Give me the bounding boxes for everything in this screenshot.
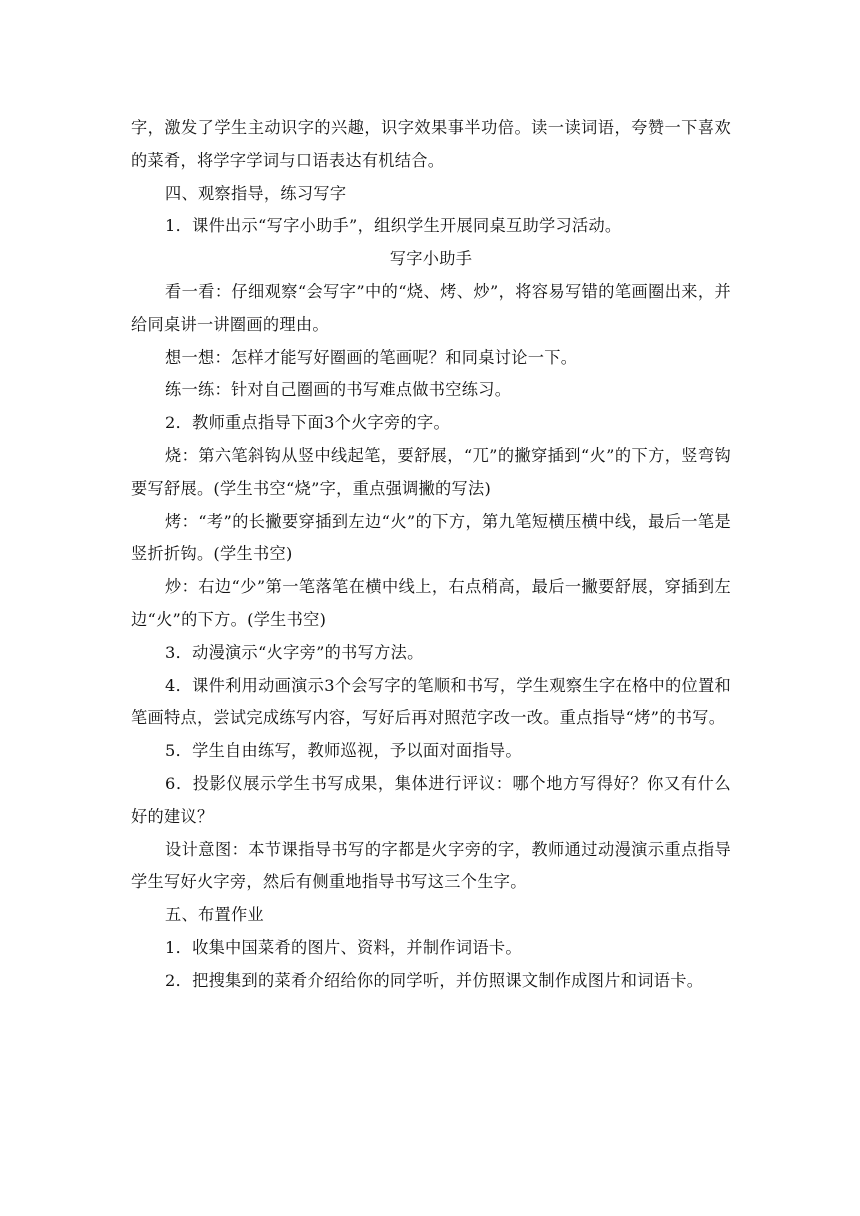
helper-look: 看一看：仔细观察“会写字”中的“烧、烤、炒”，将容易写错的笔画圈出来，并给同桌讲一讲圈画的理由。	[131, 281, 731, 334]
paragraph-continuation: 字，激发了学生主动识字的兴趣，识字效果事半功倍。读一读词语，夸赞一下喜欢的菜肴，将学字学词与口语表达有机结合。	[131, 118, 731, 170]
list-item: 2．教师重点指导下面3个火字旁的字。	[165, 413, 450, 433]
helper-practice: 练一练：针对自己圈画的书写难点做书空练习。	[165, 380, 512, 400]
list-item: 3．动漫演示“火字旁”的书写方法。	[165, 642, 424, 662]
section-heading-4: 四、观察指导，练习写字	[165, 183, 347, 203]
box-title: 写字小助手	[389, 249, 473, 269]
character-guide-chao: 炒：右边“少”第一笔落笔在横中线上，右点稍高，最后一撇要舒展，穿插到左边“火”的下方。(学生书空)	[131, 577, 731, 629]
list-item: 6．投影仪展示学生书写成果，集体进行评议：哪个地方写得好？你又有什么好的建议？	[131, 773, 731, 826]
list-item: 2．把搜集到的菜肴介绍给你的同学听，并仿照课文制作成图片和词语卡。	[165, 970, 704, 990]
list-item: 1．课件出示“写字小助手”，组织学生开展同桌互助学习活动。	[165, 216, 622, 236]
list-item: 4．课件利用动画演示3个会写字的笔顺和书写，学生观察生字在格中的位置和笔画特点，尝试完成练写内容，写好后再对照范字改一改。重点指导“烤”的书写。	[131, 675, 731, 728]
helper-think: 想一想：怎样才能写好圈画的笔画呢？和同桌讨论一下。	[165, 347, 578, 367]
design-intent: 设计意图：本节课指导书写的字都是火字旁的字，教师通过动漫演示重点指导学生写好火字旁，然后有侧重地指导书写这三个生字。	[131, 839, 731, 892]
character-guide-kao: 烤：“考”的长撇要穿插到左边“火”的下方，第九笔短横压横中线，最后一笔是竖折折钩。(学生书空)	[131, 511, 731, 564]
list-item: 5．学生自由练写，教师巡视，予以面对面指导。	[165, 741, 522, 761]
section-heading-5: 五、布置作业	[165, 905, 264, 925]
document-body	[131, 112, 731, 998]
character-guide-shao: 烧：第六笔斜钩从竖中线起笔，要舒展，“兀”的撇穿插到“火”的下方，竖弯钩要写舒展。(学生书空“烧”字，重点强调撇的写法)	[131, 445, 731, 498]
list-item: 1．收集中国菜肴的图片、资料，并制作词语卡。	[165, 937, 522, 957]
